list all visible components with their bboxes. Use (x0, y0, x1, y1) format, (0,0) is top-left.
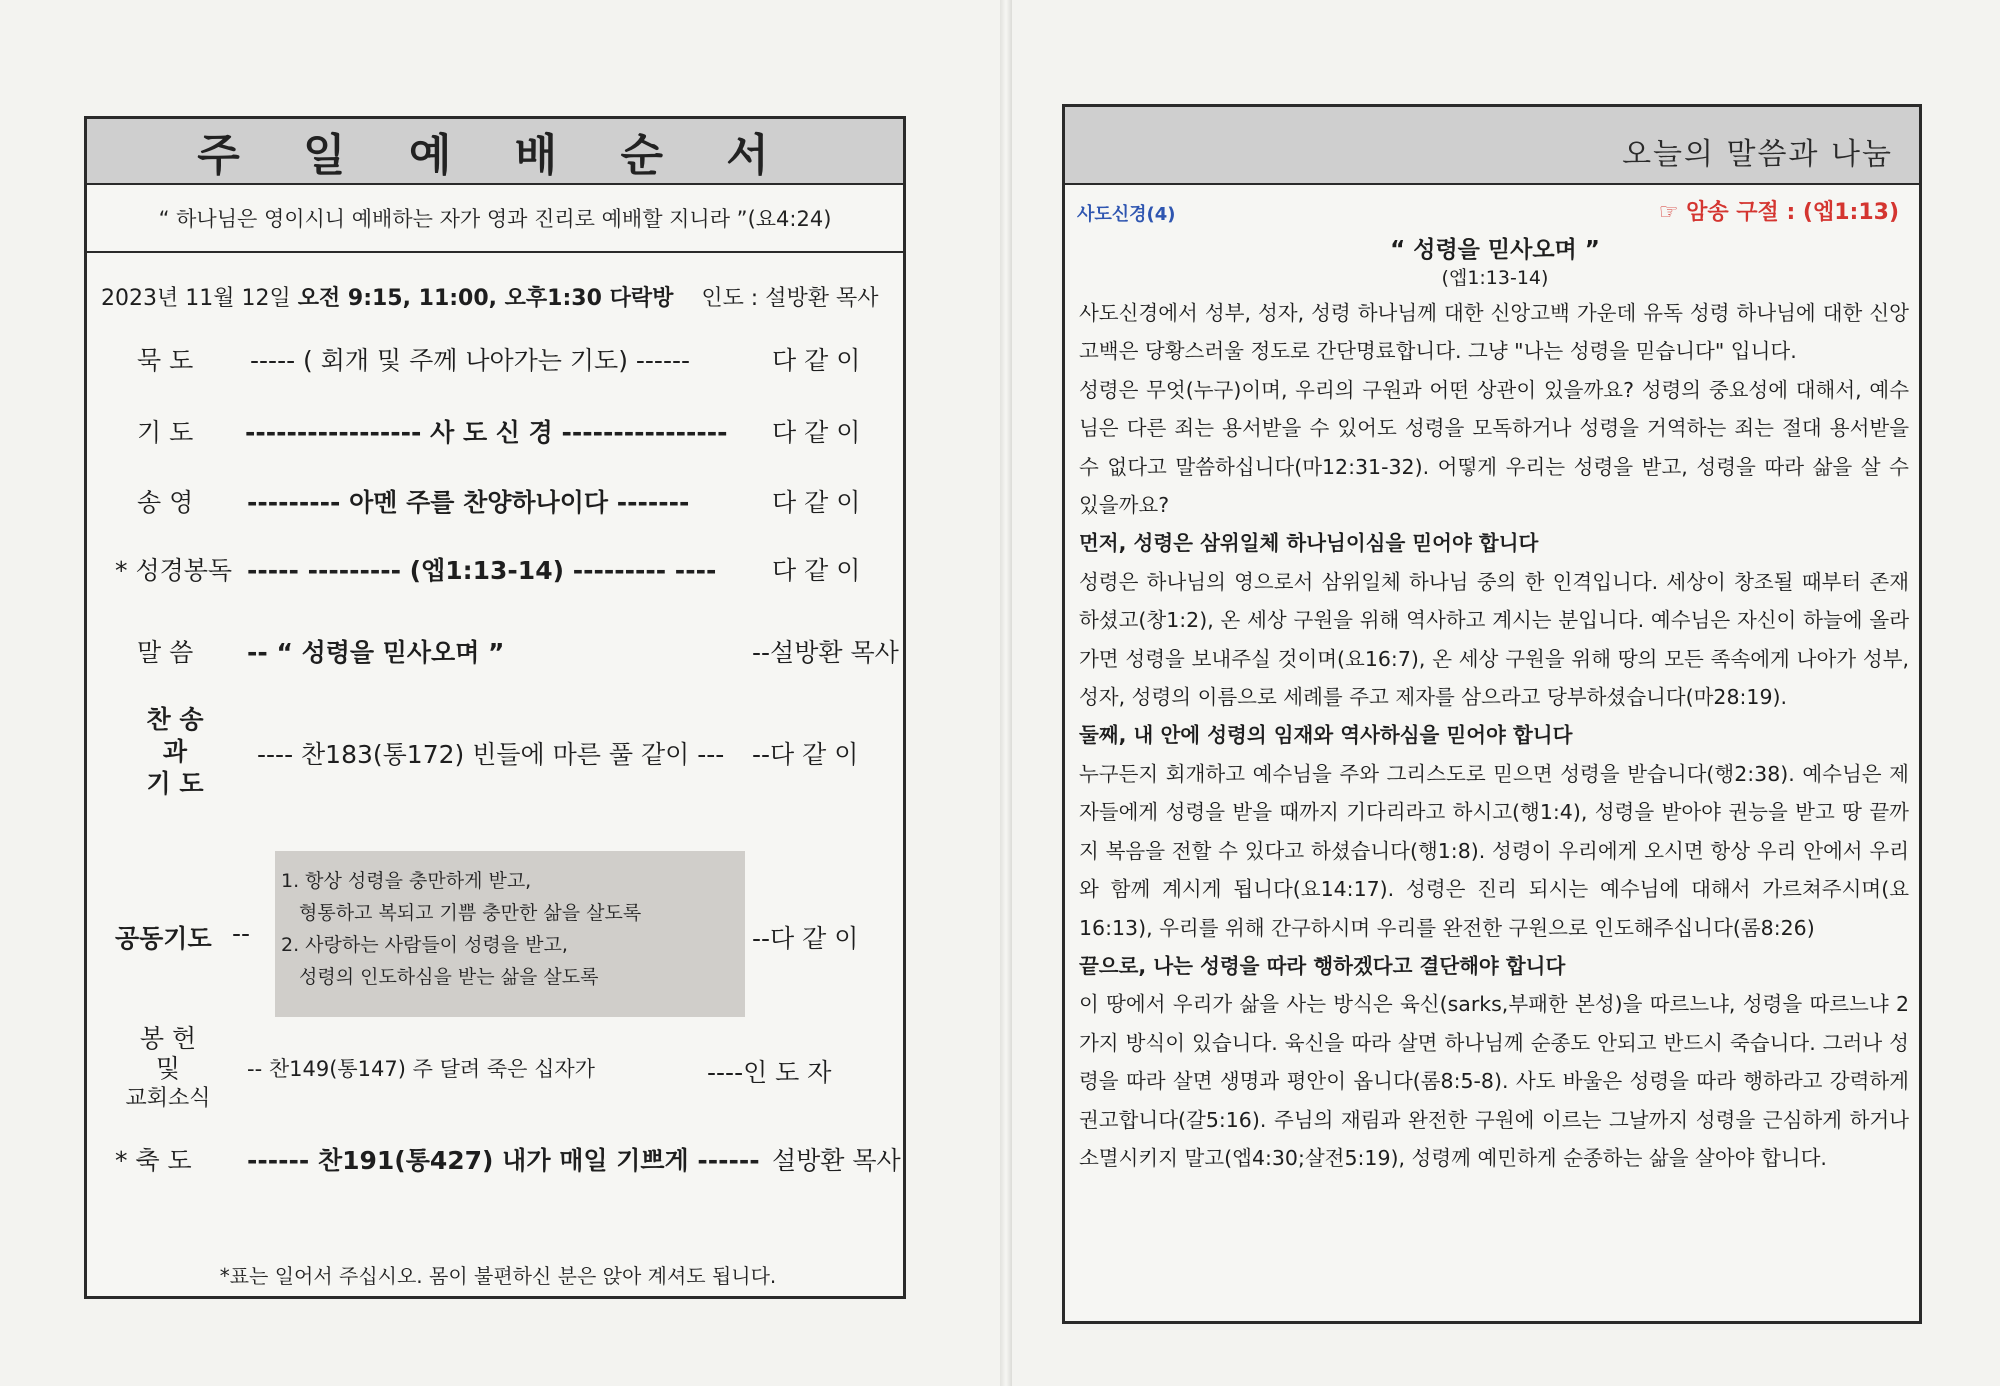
order-item-detail: ----- --------- (엡1:13-14) --------- ---- (247, 556, 717, 585)
sermon-title: “ 성령을 믿사오며 ” (1390, 237, 1600, 263)
order-item-who: 다 같 이 (772, 556, 861, 585)
memory-verse: ☞ 암송 구절 : (엡1:13) (1658, 200, 1899, 225)
order-item-who: 다 같 이 (772, 488, 861, 517)
service-leader: 인도 : 설방환 목사 (701, 286, 879, 311)
order-item-who: 다 같 이 (772, 418, 861, 447)
order-item-who: --설방환 목사 (752, 638, 899, 667)
order-item-detail: -- “ 성령을 믿사오며 ” (247, 638, 505, 667)
sermon-paragraph: 사도신경에서 성부, 성자, 성령 하나님께 대한 신앙고백 가운데 유독 성령 하나님에 대한 신앙고백은 당황스러울 정도로 간단명료합니다. 그냥 "나는 성령을 믿습니다" 입니다. (1079, 301, 1909, 364)
order-item-detail: ----------------- 사 도 신 경 ---------------- (245, 418, 728, 447)
sermon-paragraph: 성령은 무엇(누구)이며, 우리의 구원과 어떤 상관이 있을까요? 성령의 중요성에 대해서, 예수님은 다른 죄는 용서받을 수 있어도 성령을 모독하거나 성령을 거역하는 죄는 절대 용서받을 수 없다고 말씀하십니다(마12:31-32). 어떻게 우리는 성령을 받고, 성령을 따라 삶을 살 수 있을까요? (1079, 377, 1909, 518)
order-item-label: * 성경봉독 (115, 556, 233, 585)
sermon-paragraph: 누구든지 회개하고 예수님을 주와 그리스도로 믿으면 성령을 받습니다(행2:38). 예수님은 제자들에게 성령을 받을 때까지 기다리라고 하시고(행1:4), 성령을 받아야 권능을 받고 땅 끝까지 복음을 전할 수 있다고 하셨습니다(행1:8). 성령이 우리에게 오시면 항상 우리 안에서 우리와 함께 계시게 됩니다(요14:17). 성령은 진리 되시는 예수님에 대해서 가르쳐주시며(요16:13), 우리를 위해 간구하시며 우리를 완전한 구원으로 인도해주십니다(롬8:26) (1079, 761, 1909, 940)
prayer-point: 2. 사랑하는 사람들이 성령을 받고, (281, 934, 568, 956)
order-item-detail: -- 찬149(통147) 주 달려 죽은 십자가 (247, 1057, 595, 1081)
order-item-detail: --------- 아멘 주를 찬양하나이다 ------- (247, 488, 690, 517)
prayer-point: 성령의 인도하심을 받는 삶을 살도록 (299, 966, 599, 988)
service-info (101, 281, 891, 312)
sermon-panel (1062, 104, 1922, 1324)
hymn-prayer-label: 찬 송 과 기 도 (146, 705, 204, 798)
prayer-point: 형통하고 복되고 기쁨 충만한 삶을 살도록 (299, 902, 642, 924)
sermon-paragraph: 성령은 하나님의 영으로서 삼위일체 하나님 중의 한 인격입니다. 세상이 창조될 때부터 존재하셨고(창1:2), 온 세상 구원을 위해 역사하고 계시는 분입니다. 예수님은 자신이 하늘에 올라가면 성령을 보내주실 것이며(요16:7), 온 세상 구원을 위해 땅의 모든 족속에게 나아가 성부, 성자, 성령의 이름으로 세례를 주고 제자를 삼으라고 당부하셨습니다(마28:19). (1079, 569, 1909, 710)
sermon-header-title: 오늘의 말씀과 나눔 (1622, 137, 1893, 172)
worship-order-title: 주 일 예 배 순 서 (87, 119, 903, 185)
standing-footnote: *표는 일어서 주십시오. 몸이 불편하신 분은 앉아 계셔도 됩니다. (219, 1264, 777, 1288)
service-times: 오전 9:15, 11:00, 오후1:30 다락방 (297, 286, 674, 311)
order-item-who: ----인 도 자 (707, 1058, 832, 1087)
order-item-detail: ----- ( 회개 및 주께 나아가는 기도) ------ (250, 346, 691, 375)
theme-verse: “ 하나님은 영이시니 예배하는 자가 영과 진리로 예배할 지니라 ”(요4:24) (87, 185, 903, 253)
service-date: 2023년 11월 12일 (101, 286, 291, 311)
sermon-point-heading: 끝으로, 나는 성령을 따라 행하겠다고 결단해야 합니다 (1079, 953, 1566, 978)
sermon-paragraph: 이 땅에서 우리가 삶을 사는 방식은 육신(sarks,부패한 본성)을 따르느냐, 성령을 따르느냐 2가지 방식이 있습니다. 육신을 따라 살면 하나님께 순종도 안되고 반드시 죽습니다. 그러나 성령을 따라 살면 생명과 평안이 옵니다(롬8:5-8). 사도 바울은 성령을 따라 행하라고 강력하게 권고합니다(갈5:16). 주님의 재림과 완전한 구원에 이르는 그날까지 성령을 근심하게 하거나 소멸시키지 말고(엡4:30;살전5:19), 성령께 예민하게 순종하는 삶을 살아야 합니다. (1079, 992, 1909, 1170)
worship-order-panel (84, 116, 906, 1299)
order-item-detail: ------ 찬191(통427) 내가 매일 기쁘게 ------ (247, 1146, 760, 1175)
order-item-who: --다 같 이 (752, 924, 859, 953)
order-item-detail: -- (232, 919, 251, 948)
prayer-points-box (275, 851, 745, 1017)
page-fold (1000, 0, 1012, 1386)
sermon-point-heading: 둘째, 내 안에 성령의 임재와 역사하심을 믿어야 합니다 (1079, 723, 1573, 748)
order-item-detail: ---- 찬183(통172) 빈들에 마른 풀 같이 --- (257, 740, 725, 769)
offering-label: 봉 헌 및 교회소식 (125, 1024, 211, 1111)
order-item-label: 말 씀 (137, 638, 194, 667)
series-label: 사도신경(4) (1077, 204, 1176, 225)
order-item-label: 기 도 (137, 418, 194, 447)
sermon-reference: (엡1:13-14) (1441, 267, 1549, 289)
prayer-point: 1. 항상 성령을 충만하게 받고, (281, 870, 532, 892)
order-item-label: 묵 도 (137, 346, 194, 375)
sermon-header (1065, 107, 1919, 185)
sermon-body (1079, 294, 1909, 1177)
order-item-label: * 축 도 (115, 1146, 192, 1175)
order-item-who: 설방환 목사 (772, 1146, 901, 1175)
order-item-label: 송 영 (137, 488, 194, 517)
sermon-point-heading: 먼저, 성령은 삼위일체 하나님이심을 믿어야 합니다 (1079, 531, 1539, 556)
order-item-label: 공동기도 (115, 924, 212, 953)
order-item-who: --다 같 이 (752, 740, 859, 769)
order-item-who: 다 같 이 (772, 346, 861, 375)
